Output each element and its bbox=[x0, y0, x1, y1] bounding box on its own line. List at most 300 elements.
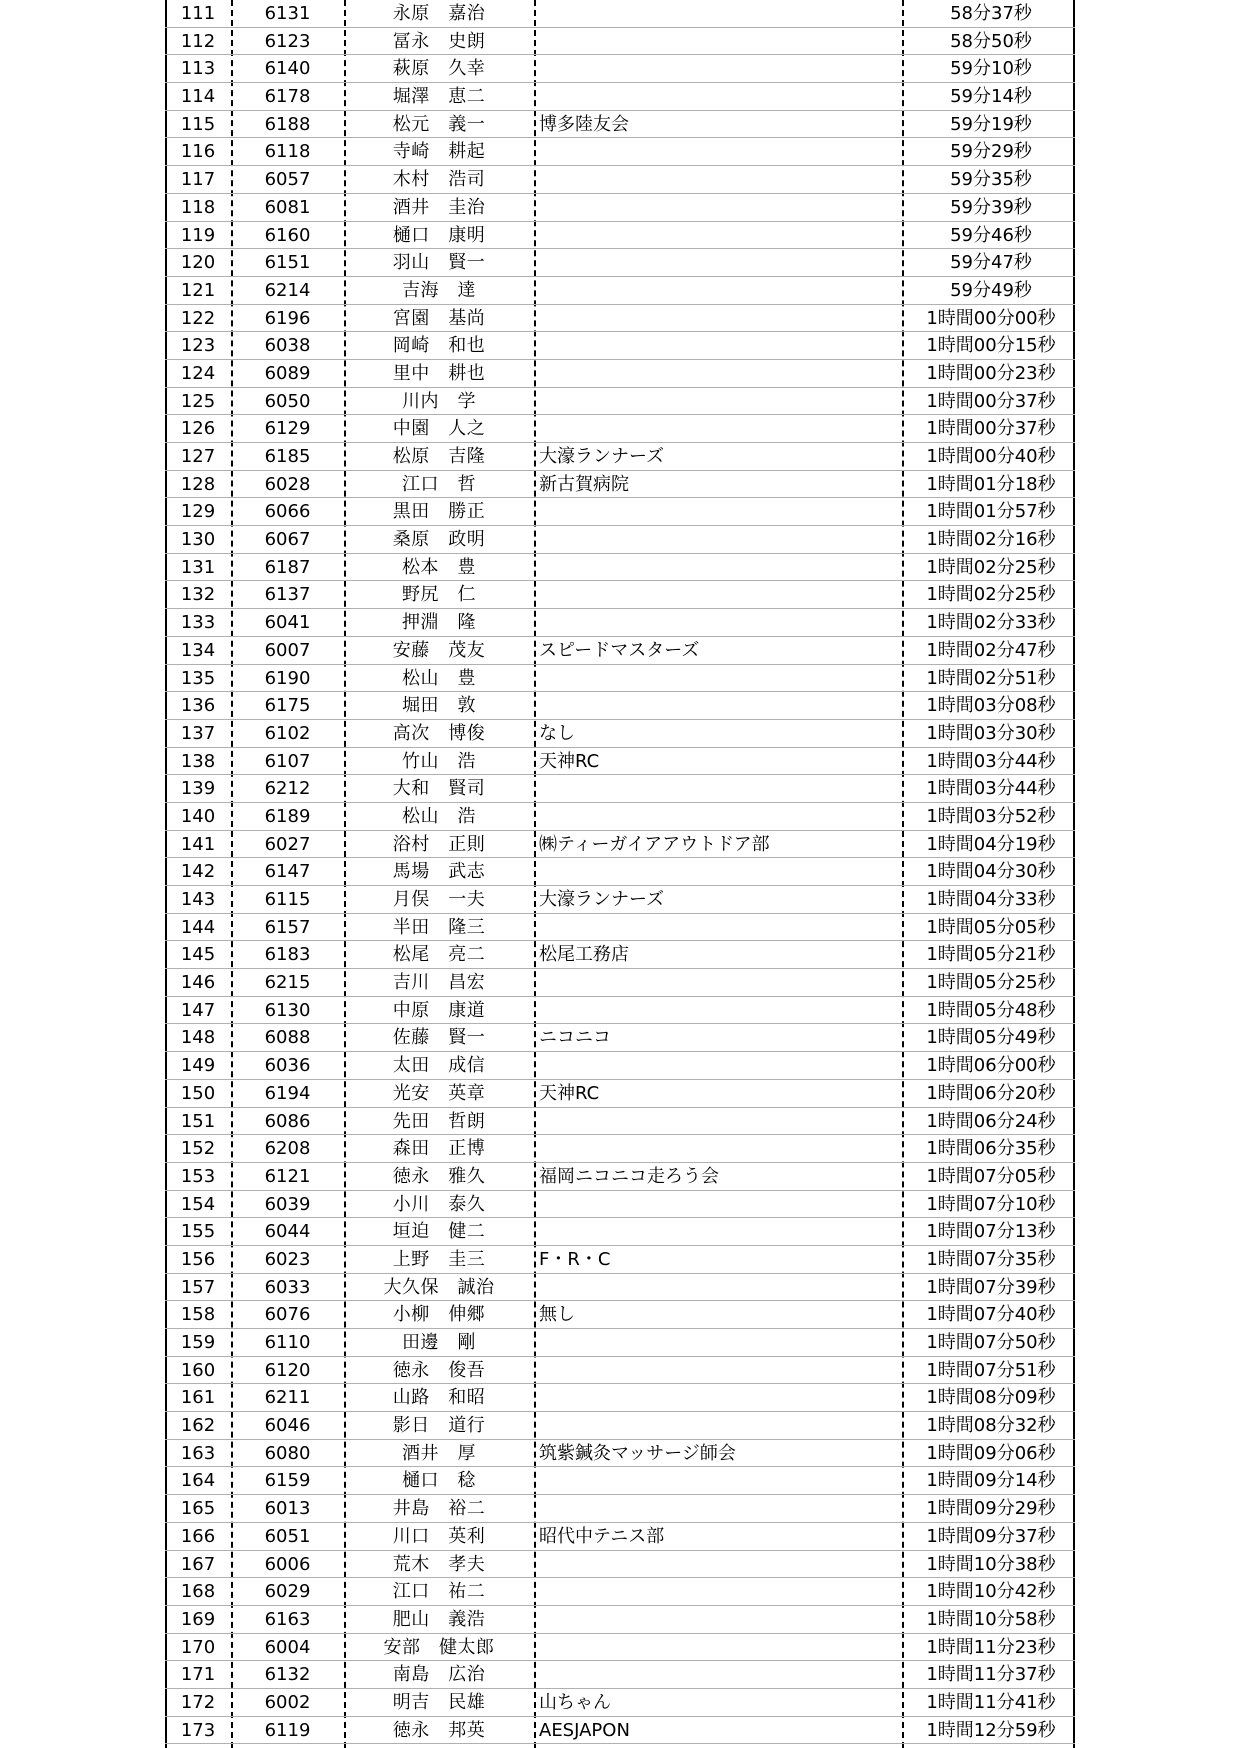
time-cell: 59分14秒 bbox=[950, 86, 1032, 108]
bib-cell: 6013 bbox=[264, 1498, 311, 1520]
bib-cell: 6214 bbox=[264, 279, 311, 301]
table-row bbox=[165, 1440, 1075, 1468]
table-row bbox=[165, 1329, 1075, 1357]
table-row bbox=[165, 28, 1075, 56]
rank-cell: 167 bbox=[180, 1553, 216, 1575]
rank-cell: 139 bbox=[180, 778, 216, 800]
name-cell: 徳永 邦英 bbox=[392, 1719, 486, 1741]
club-cell: 新古賀病院 bbox=[539, 473, 629, 495]
table-row bbox=[165, 1495, 1075, 1523]
rank-cell: 151 bbox=[180, 1110, 216, 1132]
club-cell: F・R・C bbox=[539, 1248, 611, 1270]
name-cell: 黒田 勝正 bbox=[392, 501, 486, 523]
time-cell: 1時間03分44秒 bbox=[926, 778, 1056, 800]
bib-cell: 6089 bbox=[264, 362, 311, 384]
table-row bbox=[165, 388, 1075, 416]
rank-cell: 114 bbox=[180, 86, 216, 108]
name-cell: 浴村 正則 bbox=[392, 833, 486, 855]
name-cell: 酒井 厚 bbox=[402, 1442, 476, 1464]
rank-cell: 115 bbox=[180, 113, 216, 135]
name-cell: 太田 成信 bbox=[392, 1055, 486, 1077]
table-row bbox=[165, 1024, 1075, 1052]
table-row bbox=[165, 222, 1075, 250]
name-cell: 大久保 誠治 bbox=[383, 1276, 495, 1298]
bib-cell: 6190 bbox=[264, 667, 311, 689]
rank-cell: 148 bbox=[180, 1027, 216, 1049]
time-cell: 1時間00分23秒 bbox=[926, 362, 1056, 384]
time-cell: 1時間12分59秒 bbox=[926, 1719, 1056, 1741]
name-cell: 肥山 義浩 bbox=[392, 1608, 486, 1630]
rank-cell: 147 bbox=[180, 999, 216, 1021]
club-cell: 無し bbox=[539, 1304, 575, 1326]
club-cell: ㈱ティーガイアアウトドア部 bbox=[539, 833, 770, 855]
club-cell: 福岡ニコニコ走ろう会 bbox=[539, 1165, 719, 1187]
rank-cell: 145 bbox=[180, 944, 216, 966]
name-cell: 山路 和昭 bbox=[392, 1387, 486, 1409]
bib-cell: 6183 bbox=[264, 944, 311, 966]
name-cell: 森田 正博 bbox=[392, 1138, 486, 1160]
rank-cell: 116 bbox=[180, 141, 216, 163]
rank-cell: 157 bbox=[180, 1276, 216, 1298]
bib-cell: 6041 bbox=[264, 612, 311, 634]
table-row bbox=[165, 1108, 1075, 1136]
table-row bbox=[165, 1717, 1075, 1745]
bib-cell: 6132 bbox=[264, 1664, 311, 1686]
time-cell: 58分50秒 bbox=[950, 30, 1032, 52]
table-row bbox=[165, 305, 1075, 333]
club-cell: 天神RC bbox=[539, 1082, 600, 1104]
table-row bbox=[165, 1163, 1075, 1191]
table-row bbox=[165, 1080, 1075, 1108]
rank-cell: 113 bbox=[180, 58, 216, 80]
bib-cell: 6036 bbox=[264, 1055, 311, 1077]
time-cell: 1時間11分23秒 bbox=[926, 1636, 1056, 1658]
table-row bbox=[165, 498, 1075, 526]
name-cell: 徳永 雅久 bbox=[392, 1165, 486, 1187]
rank-cell: 122 bbox=[180, 307, 216, 329]
name-cell: 酒井 圭治 bbox=[392, 196, 486, 218]
time-cell: 1時間07分50秒 bbox=[926, 1332, 1056, 1353]
rank-cell: 119 bbox=[180, 224, 216, 246]
name-cell: 松元 義一 bbox=[392, 113, 486, 135]
rank-cell: 165 bbox=[180, 1498, 216, 1520]
table-row bbox=[165, 415, 1075, 443]
name-cell: 宮園 基尚 bbox=[392, 307, 486, 329]
bib-cell: 6086 bbox=[264, 1110, 311, 1132]
table-row bbox=[165, 1052, 1075, 1080]
bib-cell: 6029 bbox=[264, 1581, 311, 1603]
bib-cell: 6102 bbox=[264, 722, 311, 744]
rank-cell: 118 bbox=[180, 196, 216, 218]
time-cell: 1時間10分58秒 bbox=[926, 1608, 1056, 1630]
time-cell: 1時間04分30秒 bbox=[926, 861, 1056, 883]
time-cell: 1時間00分15秒 bbox=[926, 335, 1056, 357]
rank-cell: 169 bbox=[180, 1608, 216, 1630]
bib-cell: 6178 bbox=[264, 86, 311, 108]
time-cell: 1時間00分00秒 bbox=[926, 307, 1056, 329]
time-cell: 1時間02分51秒 bbox=[926, 667, 1056, 689]
name-cell: 光安 英章 bbox=[392, 1082, 486, 1104]
time-cell: 1時間00分37秒 bbox=[926, 418, 1056, 440]
time-cell: 1時間05分05秒 bbox=[926, 916, 1056, 938]
bib-cell: 6147 bbox=[264, 861, 311, 883]
name-cell: 川内 学 bbox=[402, 390, 476, 412]
name-cell: 松原 吉隆 bbox=[392, 446, 486, 467]
table-row bbox=[165, 720, 1075, 748]
rank-cell: 141 bbox=[180, 833, 216, 855]
table-row bbox=[165, 1661, 1075, 1689]
time-cell: 1時間07分39秒 bbox=[926, 1276, 1056, 1298]
name-cell: 竹山 浩 bbox=[402, 750, 476, 772]
bib-cell: 6080 bbox=[264, 1442, 311, 1464]
table-row bbox=[165, 581, 1075, 609]
bib-cell: 6151 bbox=[264, 252, 311, 274]
rank-cell: 123 bbox=[180, 335, 216, 357]
rank-cell: 161 bbox=[180, 1387, 216, 1409]
name-cell: 南島 広治 bbox=[392, 1664, 486, 1686]
name-cell: 桑原 政明 bbox=[392, 529, 486, 551]
bib-cell: 6212 bbox=[264, 778, 311, 800]
time-cell: 1時間08分09秒 bbox=[926, 1387, 1056, 1409]
rank-cell: 173 bbox=[180, 1719, 216, 1741]
table-row bbox=[165, 277, 1075, 305]
table-row bbox=[165, 1689, 1075, 1717]
time-cell: 1時間05分25秒 bbox=[926, 972, 1056, 994]
name-cell: 里中 耕也 bbox=[392, 362, 486, 384]
time-cell: 1時間03分44秒 bbox=[926, 750, 1056, 772]
rank-cell: 120 bbox=[180, 252, 216, 274]
time-cell: 59分47秒 bbox=[950, 252, 1032, 274]
table-row bbox=[165, 1246, 1075, 1274]
bib-cell: 6027 bbox=[264, 833, 311, 855]
name-cell: 小柳 伸郷 bbox=[392, 1304, 486, 1326]
name-cell: 明吉 民雄 bbox=[392, 1691, 486, 1713]
time-cell: 1時間08分32秒 bbox=[926, 1415, 1056, 1437]
table-row bbox=[165, 0, 1075, 28]
table-row bbox=[165, 360, 1075, 388]
table-row bbox=[165, 665, 1075, 693]
bib-cell: 6137 bbox=[264, 584, 311, 606]
table-row bbox=[165, 1467, 1075, 1495]
name-cell: 徳永 俊吾 bbox=[392, 1359, 486, 1381]
name-cell: 先田 哲朗 bbox=[392, 1110, 486, 1132]
name-cell: 堀田 敦 bbox=[402, 695, 476, 717]
table-row bbox=[165, 55, 1075, 83]
bib-cell: 6120 bbox=[264, 1359, 311, 1381]
bib-cell: 6118 bbox=[264, 141, 311, 163]
table-row bbox=[165, 1218, 1075, 1246]
club-cell: 昭代中テニス部 bbox=[539, 1525, 665, 1547]
bib-cell: 6046 bbox=[264, 1415, 311, 1437]
table-row bbox=[165, 471, 1075, 499]
time-cell: 1時間06分24秒 bbox=[926, 1110, 1056, 1132]
time-cell: 1時間02分47秒 bbox=[926, 639, 1056, 661]
time-cell: 59分35秒 bbox=[950, 169, 1032, 191]
bib-cell: 6194 bbox=[264, 1082, 311, 1104]
table-row bbox=[165, 637, 1075, 665]
name-cell: 川口 英利 bbox=[392, 1525, 486, 1547]
bib-cell: 6123 bbox=[264, 30, 311, 52]
table-row bbox=[165, 748, 1075, 776]
name-cell: 吉海 達 bbox=[402, 279, 476, 301]
bib-cell: 6088 bbox=[264, 1027, 311, 1049]
table-row bbox=[165, 692, 1075, 720]
table-row bbox=[165, 111, 1075, 139]
time-cell: 1時間02分33秒 bbox=[926, 612, 1056, 634]
table-row bbox=[165, 1274, 1075, 1302]
table-row bbox=[165, 332, 1075, 360]
table-row bbox=[165, 166, 1075, 194]
table-row bbox=[165, 83, 1075, 111]
club-cell: 大濠ランナーズ bbox=[539, 889, 665, 910]
rank-cell: 163 bbox=[180, 1442, 216, 1464]
rank-cell: 129 bbox=[180, 501, 216, 523]
time-cell: 1時間09分14秒 bbox=[926, 1470, 1056, 1492]
name-cell: 荒木 孝夫 bbox=[392, 1553, 486, 1575]
rank-cell: 111 bbox=[180, 3, 216, 24]
rank-cell: 117 bbox=[180, 169, 216, 191]
rank-cell: 112 bbox=[180, 30, 216, 52]
bib-cell: 6044 bbox=[264, 1221, 311, 1243]
bib-cell: 6211 bbox=[264, 1387, 311, 1409]
club-cell: 山ちゃん bbox=[539, 1691, 611, 1713]
rank-cell: 146 bbox=[180, 972, 216, 994]
time-cell: 1時間01分57秒 bbox=[926, 501, 1056, 523]
rank-cell: 138 bbox=[180, 750, 216, 772]
bib-cell: 6121 bbox=[264, 1165, 311, 1187]
bib-cell: 6140 bbox=[264, 58, 311, 80]
table-row bbox=[165, 138, 1075, 166]
club-cell: ニコニコ bbox=[539, 1027, 611, 1049]
table-row bbox=[165, 443, 1075, 471]
rank-cell: 143 bbox=[180, 889, 216, 910]
table-row bbox=[165, 1357, 1075, 1385]
rank-cell: 164 bbox=[180, 1470, 216, 1492]
bib-cell: 6159 bbox=[264, 1470, 311, 1492]
rank-cell: 128 bbox=[180, 473, 216, 495]
name-cell: 木村 浩司 bbox=[392, 169, 486, 191]
bib-cell: 6051 bbox=[264, 1525, 311, 1547]
rank-cell: 153 bbox=[180, 1165, 216, 1187]
table-row bbox=[165, 803, 1075, 831]
rank-cell: 150 bbox=[180, 1082, 216, 1104]
table-row bbox=[165, 1523, 1075, 1551]
club-cell: 大濠ランナーズ bbox=[539, 446, 665, 467]
bib-cell: 6076 bbox=[264, 1304, 311, 1326]
rank-cell: 135 bbox=[180, 667, 216, 689]
bib-cell: 6115 bbox=[264, 889, 311, 910]
time-cell: 1時間10分42秒 bbox=[926, 1581, 1056, 1603]
table-row bbox=[165, 969, 1075, 997]
rank-cell: 131 bbox=[180, 556, 216, 578]
time-cell: 1時間02分16秒 bbox=[926, 529, 1056, 551]
bib-cell: 6006 bbox=[264, 1553, 311, 1575]
name-cell: 永原 嘉治 bbox=[392, 3, 486, 24]
bib-cell: 6131 bbox=[264, 3, 311, 24]
name-cell: 江口 祐二 bbox=[392, 1581, 486, 1603]
bib-cell: 6163 bbox=[264, 1608, 311, 1630]
bib-cell: 6107 bbox=[264, 750, 311, 772]
club-cell: 松尾工務店 bbox=[539, 944, 629, 966]
time-cell: 1時間02分25秒 bbox=[926, 584, 1056, 606]
name-cell: 安藤 茂友 bbox=[392, 639, 486, 661]
name-cell: 安部 健太郎 bbox=[383, 1636, 495, 1658]
time-cell: 1時間01分18秒 bbox=[926, 473, 1056, 495]
name-cell: 吉川 昌宏 bbox=[392, 972, 486, 994]
club-cell: 筑紫鍼灸マッサージ師会 bbox=[539, 1442, 736, 1464]
name-cell: 垣迫 健二 bbox=[392, 1221, 486, 1243]
time-cell: 1時間05分49秒 bbox=[926, 1027, 1056, 1049]
table-row bbox=[165, 831, 1075, 859]
name-cell: 馬場 武志 bbox=[392, 861, 486, 883]
name-cell: 寺崎 耕起 bbox=[392, 141, 486, 163]
rank-cell: 132 bbox=[180, 584, 216, 606]
bib-cell: 6007 bbox=[264, 639, 311, 661]
rank-cell: 125 bbox=[180, 390, 216, 412]
table-row bbox=[165, 1301, 1075, 1329]
table-body bbox=[165, 0, 1075, 1744]
rank-cell: 133 bbox=[180, 612, 216, 634]
table-row bbox=[165, 1551, 1075, 1579]
bib-cell: 6208 bbox=[264, 1138, 311, 1160]
rank-cell: 134 bbox=[180, 639, 216, 661]
bib-cell: 6188 bbox=[264, 113, 311, 135]
name-cell: 松本 豊 bbox=[402, 556, 476, 578]
name-cell: 大和 賢司 bbox=[392, 778, 486, 800]
time-cell: 1時間09分37秒 bbox=[926, 1525, 1056, 1547]
bib-cell: 6175 bbox=[264, 695, 311, 717]
name-cell: 月俣 一夫 bbox=[392, 889, 486, 910]
time-cell: 59分10秒 bbox=[950, 58, 1032, 80]
rank-cell: 130 bbox=[180, 529, 216, 551]
name-cell: 田邊 剛 bbox=[402, 1332, 476, 1353]
table-row bbox=[165, 1135, 1075, 1163]
name-cell: 江口 哲 bbox=[402, 473, 476, 495]
bib-cell: 6028 bbox=[264, 473, 311, 495]
bib-cell: 6185 bbox=[264, 446, 311, 467]
name-cell: 野尻 仁 bbox=[402, 584, 476, 606]
table-row bbox=[165, 1384, 1075, 1412]
bib-cell: 6057 bbox=[264, 169, 311, 191]
name-cell: 影日 道行 bbox=[392, 1415, 486, 1437]
rank-cell: 136 bbox=[180, 695, 216, 717]
rank-cell: 137 bbox=[180, 722, 216, 744]
bib-cell: 6215 bbox=[264, 972, 311, 994]
rank-cell: 140 bbox=[180, 805, 216, 827]
bib-cell: 6196 bbox=[264, 307, 311, 329]
rank-cell: 172 bbox=[180, 1691, 216, 1713]
table-row bbox=[165, 1412, 1075, 1440]
rank-cell: 168 bbox=[180, 1581, 216, 1603]
time-cell: 1時間03分52秒 bbox=[926, 805, 1056, 827]
time-cell: 1時間09分06秒 bbox=[926, 1442, 1056, 1464]
name-cell: 羽山 賢一 bbox=[392, 252, 486, 274]
rank-cell: 158 bbox=[180, 1304, 216, 1326]
rank-cell: 162 bbox=[180, 1415, 216, 1437]
time-cell: 1時間02分25秒 bbox=[926, 556, 1056, 578]
rank-cell: 155 bbox=[180, 1221, 216, 1243]
time-cell: 1時間07分13秒 bbox=[926, 1221, 1056, 1243]
table-row bbox=[165, 554, 1075, 582]
name-cell: 松尾 亮二 bbox=[392, 944, 486, 966]
bib-cell: 6081 bbox=[264, 196, 311, 218]
time-cell: 59分39秒 bbox=[950, 196, 1032, 218]
bib-cell: 6157 bbox=[264, 916, 311, 938]
rank-cell: 166 bbox=[180, 1525, 216, 1547]
time-cell: 59分29秒 bbox=[950, 141, 1032, 163]
name-cell: 松山 豊 bbox=[402, 667, 476, 689]
rank-cell: 160 bbox=[180, 1359, 216, 1381]
table-row bbox=[165, 914, 1075, 942]
rank-cell: 159 bbox=[180, 1332, 216, 1353]
bib-cell: 6160 bbox=[264, 224, 311, 246]
name-cell: 松山 浩 bbox=[402, 805, 476, 827]
time-cell: 1時間03分30秒 bbox=[926, 722, 1056, 744]
name-cell: 上野 圭三 bbox=[392, 1248, 486, 1270]
table-row bbox=[165, 526, 1075, 554]
name-cell: 中園 人之 bbox=[392, 418, 486, 440]
rank-cell: 170 bbox=[180, 1636, 216, 1658]
table-row bbox=[165, 249, 1075, 277]
name-cell: 佐藤 賢一 bbox=[392, 1027, 486, 1049]
time-cell: 1時間06分00秒 bbox=[926, 1055, 1056, 1077]
time-cell: 59分49秒 bbox=[950, 279, 1032, 301]
name-cell: 冨永 史朗 bbox=[392, 30, 486, 52]
name-cell: 高次 博俊 bbox=[392, 722, 486, 744]
table-row bbox=[165, 941, 1075, 969]
bib-cell: 6038 bbox=[264, 335, 311, 357]
time-cell: 1時間07分40秒 bbox=[926, 1304, 1056, 1326]
table-row bbox=[165, 858, 1075, 886]
club-cell: スピードマスターズ bbox=[539, 639, 700, 661]
club-cell: なし bbox=[539, 722, 575, 744]
bib-cell: 6050 bbox=[264, 390, 311, 412]
bib-cell: 6119 bbox=[264, 1719, 311, 1741]
rank-cell: 127 bbox=[180, 446, 216, 467]
time-cell: 58分37秒 bbox=[950, 3, 1032, 24]
bib-cell: 6033 bbox=[264, 1276, 311, 1298]
time-cell: 1時間06分35秒 bbox=[926, 1138, 1056, 1160]
bib-cell: 6110 bbox=[264, 1332, 311, 1353]
results-table bbox=[165, 0, 1075, 1748]
bib-cell: 6039 bbox=[264, 1193, 311, 1215]
bib-cell: 6129 bbox=[264, 418, 311, 440]
rank-cell: 121 bbox=[180, 279, 216, 301]
name-cell: 岡崎 和也 bbox=[392, 335, 486, 357]
time-cell: 59分19秒 bbox=[950, 113, 1032, 135]
bib-cell: 6189 bbox=[264, 805, 311, 827]
rank-cell: 156 bbox=[180, 1248, 216, 1270]
rank-cell: 126 bbox=[180, 418, 216, 440]
bib-cell: 6067 bbox=[264, 529, 311, 551]
rank-cell: 154 bbox=[180, 1193, 216, 1215]
time-cell: 1時間11分37秒 bbox=[926, 1664, 1056, 1686]
time-cell: 1時間04分19秒 bbox=[926, 833, 1056, 855]
rank-cell: 142 bbox=[180, 861, 216, 883]
time-cell: 59分46秒 bbox=[950, 224, 1032, 246]
time-cell: 1時間04分33秒 bbox=[926, 889, 1056, 910]
table-row bbox=[165, 886, 1075, 914]
name-cell: 半田 隆三 bbox=[392, 916, 486, 938]
rank-cell: 149 bbox=[180, 1055, 216, 1077]
time-cell: 1時間03分08秒 bbox=[926, 695, 1056, 717]
table-row bbox=[165, 1634, 1075, 1662]
name-cell: 堀澤 恵二 bbox=[392, 86, 486, 108]
time-cell: 1時間10分38秒 bbox=[926, 1553, 1056, 1575]
table-row bbox=[165, 997, 1075, 1025]
time-cell: 1時間05分21秒 bbox=[926, 944, 1056, 966]
name-cell: 萩原 久幸 bbox=[392, 58, 486, 80]
